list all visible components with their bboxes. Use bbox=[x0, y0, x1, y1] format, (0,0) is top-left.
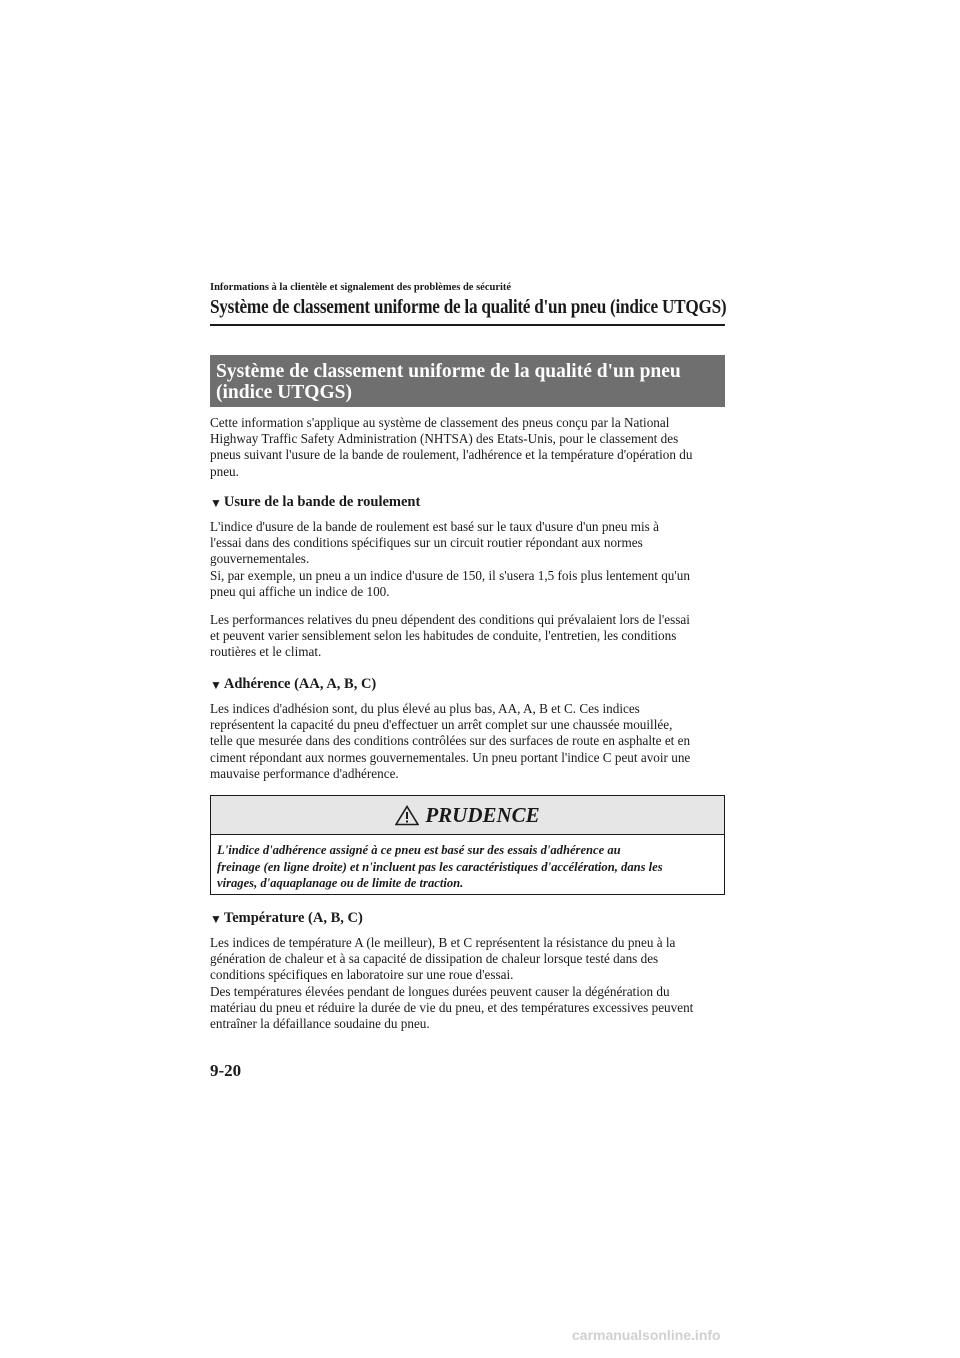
page-title: Système de classement uniforme de la qualité d'un pneu (indice UTQGS) bbox=[210, 296, 727, 318]
subheading-label: Température (A, B, C) bbox=[223, 910, 363, 926]
adherence-paragraph bbox=[210, 701, 725, 782]
text-line: conditions spécifiques en laboratoire sur une roue d'essai. bbox=[210, 967, 514, 983]
text-line: Les indices d'adhésion sont, du plus élevé au plus bas, AA, A, B et C. Ces indices bbox=[210, 701, 640, 716]
text-line: Les indices de température A (le meilleur), B et C représentent la résistance du pneu à la bbox=[210, 935, 676, 950]
temperature-paragraph bbox=[210, 935, 725, 1032]
text-line: matériau du pneu et réduire la durée de vie du pneu, et des températures excessives peuvent bbox=[210, 999, 694, 1015]
intro-paragraph bbox=[210, 415, 725, 480]
text-line: L'indice d'usure de la bande de roulement est basé sur le taux d'usure d'un pneu mis à bbox=[210, 519, 659, 534]
warning-triangle-icon bbox=[395, 805, 419, 826]
text-line: ciment répondant aux normes gouvernementales. Un pneu portant l'indice C peut avoir une bbox=[210, 749, 691, 765]
text-line: gouvernementales. bbox=[210, 551, 310, 567]
header-divider bbox=[210, 324, 725, 326]
text-line: entraîner la défaillance soudaine du pneu. bbox=[210, 1016, 430, 1032]
text-line: l'essai dans des conditions spécifiques sur un circuit routier répondant aux normes bbox=[210, 535, 643, 551]
usure-paragraph-2 bbox=[210, 612, 725, 661]
subheading-label: Adhérence (AA, A, B, C) bbox=[223, 676, 377, 692]
subheading-usure bbox=[210, 494, 420, 511]
text-line: Cette information s'applique au système de classement des pneus conçu par la National bbox=[210, 415, 670, 430]
subheading-adherence bbox=[210, 676, 376, 693]
caution-box bbox=[210, 795, 725, 895]
text-line: mauvaise performance d'adhérence. bbox=[210, 765, 399, 781]
text-line: Si, par exemple, un pneu a un indice d'usure de 150, il s'usera 1,5 fois plus lentement qu'un bbox=[210, 567, 690, 583]
text-line: Highway Traffic Safety Administration (NHTSA) des Etats-Unis, pour le classement des bbox=[210, 431, 679, 447]
text-line: Des températures élevées pendant de longues durées peuvent causer la dégénération du bbox=[210, 983, 670, 999]
text-line: routières et le climat. bbox=[210, 644, 322, 660]
banner-line-2: (indice UTQGS) bbox=[216, 382, 352, 403]
subheading-temperature bbox=[210, 910, 363, 927]
text-line: pneus suivant l'usure de la bande de roulement, l'adhérence et la température d'opération du bbox=[210, 447, 693, 463]
text-line: et peuvent varier sensiblement selon les habitudes de conduite, l'entretien, les conditions bbox=[210, 628, 677, 644]
caution-header bbox=[211, 796, 724, 835]
text-line: virages, d'aquaplanage ou de limite de traction. bbox=[217, 876, 464, 890]
section-banner bbox=[210, 355, 725, 407]
caution-title: PRUDENCE bbox=[425, 802, 540, 827]
page-number: 9-20 bbox=[210, 1061, 242, 1080]
text-line: génération de chaleur et à sa capacité de dissipation de chaleur lorsque testé dans des bbox=[210, 951, 659, 967]
text-line: L'indice d'adhérence assigné à ce pneu est basé sur des essais d'adhérence au bbox=[217, 843, 621, 857]
text-line: freinage (en ligne droite) et n'incluent pas les caractéristiques d'accélération, dans les bbox=[217, 859, 663, 874]
text-line: telle que mesurée dans des conditions contrôlées sur des surfaces de route en asphalte et en bbox=[210, 733, 691, 749]
usure-paragraph-1 bbox=[210, 519, 725, 600]
watermark: carmanualsonline.info bbox=[572, 1327, 721, 1343]
text-line: Les performances relatives du pneu dépendent des conditions qui prévalaient lors de l'essai bbox=[210, 612, 690, 627]
caution-text bbox=[211, 835, 724, 892]
triangle-down-icon: ▼ bbox=[210, 495, 222, 510]
banner-line-1: Système de classement uniforme de la qualité d'un pneu bbox=[216, 361, 681, 382]
chapter-header: Informations à la clientèle et signalement des problèmes de sécurité bbox=[210, 282, 512, 293]
triangle-down-icon: ▼ bbox=[210, 677, 222, 692]
text-line: pneu. bbox=[210, 463, 239, 479]
text-line: pneu qui affiche un indice de 100. bbox=[210, 583, 390, 599]
subheading-label: Usure de la bande de roulement bbox=[223, 494, 421, 510]
text-line: représentent la capacité du pneu d'effectuer un arrêt complet sur une chaussée mouillée, bbox=[210, 717, 673, 733]
triangle-down-icon: ▼ bbox=[210, 911, 222, 926]
